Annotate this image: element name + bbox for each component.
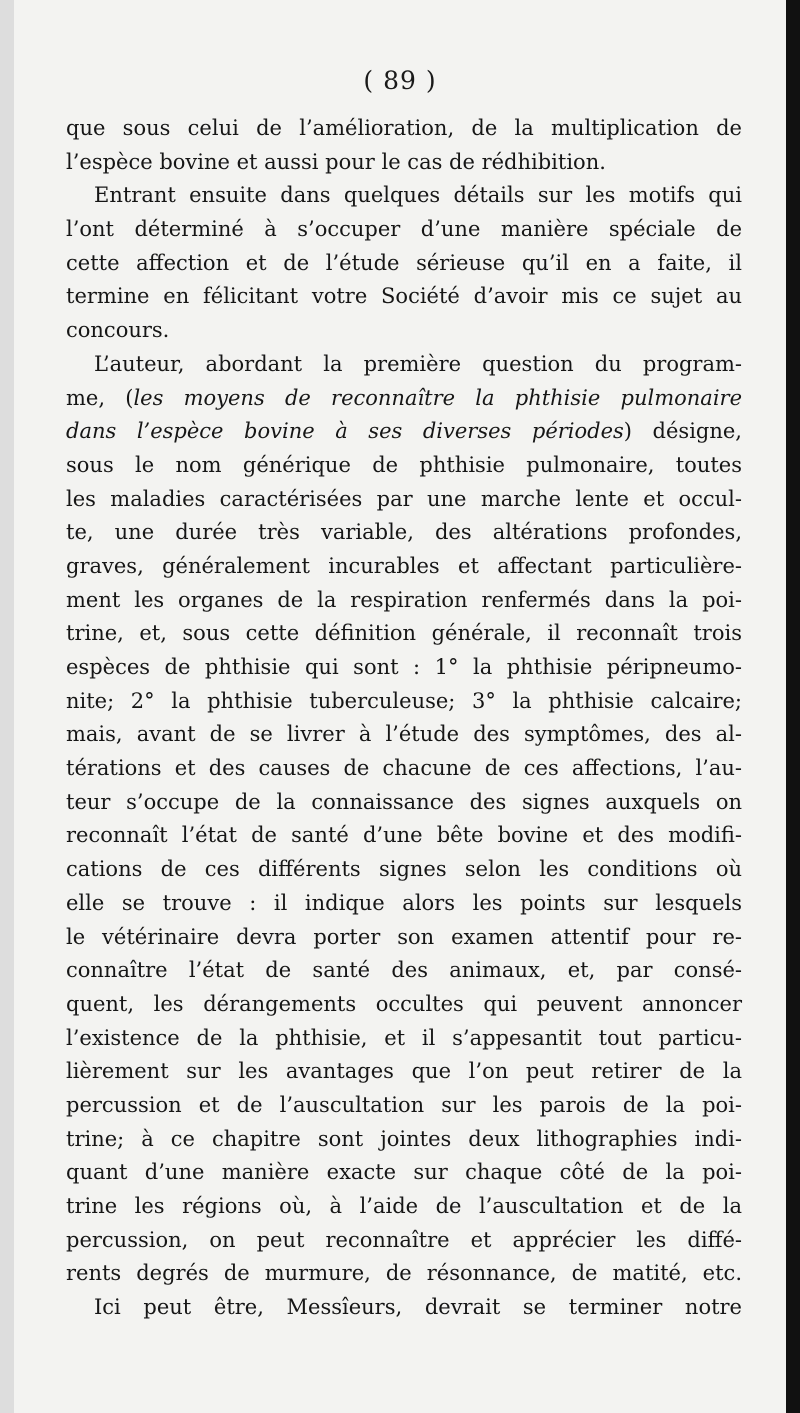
italic-question-title: les moyens de reconnaître la phthisie pulmonaire bbox=[133, 385, 743, 410]
text-line-content: que sous celui de l’amélioration, de la multiplication de bbox=[66, 116, 742, 140]
text-line bbox=[66, 1257, 742, 1291]
text-line bbox=[66, 1089, 742, 1123]
text-line-content: percussion et de l’auscultation sur les parois de la poi- bbox=[66, 1092, 742, 1117]
text-line bbox=[66, 887, 742, 921]
text-line-content: te, une durée très variable, des altérations profondes, bbox=[66, 520, 742, 545]
text-line bbox=[66, 382, 742, 416]
text-line bbox=[66, 348, 742, 382]
italic-question-title: dans l’espèce bovine à ses diverses périodes bbox=[66, 419, 624, 444]
text-line bbox=[66, 1055, 742, 1089]
text-line-content: Ici peut être, Messîeurs, devrait se terminer notre bbox=[94, 1295, 742, 1320]
text-line-content: me, ( bbox=[66, 385, 134, 410]
text-line-content: rents degrés de murmure, de résonnance, de matité, etc. bbox=[66, 1261, 742, 1286]
text-line-content: nite; 2° la phthisie tuberculeuse; 3° la phthisie calcaire; bbox=[66, 688, 742, 713]
text-line-content: cette affection et de l’étude sérieuse qu’il en a faite, il bbox=[66, 250, 742, 275]
text-line bbox=[66, 921, 742, 955]
text-line-content: concours. bbox=[66, 318, 170, 343]
text-line-content: les maladies caractérisées par une marche lente et occul- bbox=[66, 486, 742, 511]
text-line-content: l’existence de la phthisie, et il s’appesantit tout particu- bbox=[66, 1025, 742, 1050]
text-line-content: quant d’une manière exacte sur chaque côté de la poi- bbox=[66, 1160, 742, 1185]
text-line bbox=[66, 617, 742, 651]
text-line-content: termine en félicitant votre Société d’avoir mis ce sujet au bbox=[66, 284, 742, 309]
text-line bbox=[66, 584, 742, 618]
page-right-edge bbox=[786, 0, 800, 1413]
text-line-content: trine les régions où, à l’aide de l’auscultation et de la bbox=[66, 1194, 742, 1218]
text-line bbox=[66, 685, 742, 719]
text-line bbox=[66, 651, 742, 685]
text-line bbox=[66, 516, 742, 550]
text-line-content: lièrement sur les avantages que l’on peut retirer de la bbox=[66, 1059, 742, 1084]
page-number: ( 89 ) bbox=[363, 66, 437, 95]
text-line bbox=[66, 415, 742, 449]
text-line bbox=[66, 550, 742, 584]
text-line-content: espèces de phthisie qui sont : 1° la phthisie péripneumo- bbox=[66, 655, 742, 679]
body-text bbox=[66, 112, 742, 1325]
text-line-content: quent, les dérangements occultes qui peuvent annoncer bbox=[66, 991, 742, 1016]
text-line-content: percussion, on peut reconnaître et apprécier les diffé- bbox=[66, 1227, 742, 1252]
text-line bbox=[66, 483, 742, 517]
text-line bbox=[66, 1022, 742, 1056]
text-line bbox=[66, 179, 742, 213]
text-line bbox=[66, 988, 742, 1022]
text-line bbox=[66, 1224, 742, 1258]
text-line bbox=[66, 718, 742, 752]
text-line bbox=[66, 819, 742, 853]
text-line bbox=[66, 752, 742, 786]
text-line-content: connaître l’état de santé des animaux, et, par consé- bbox=[66, 958, 742, 983]
text-line-content: trine, et, sous cette définition générale, il reconnaît trois bbox=[66, 621, 742, 646]
text-line-content: L’auteur, abordant la première question du program- bbox=[94, 351, 742, 376]
text-line bbox=[66, 146, 742, 180]
text-line bbox=[66, 1291, 742, 1325]
text-line bbox=[66, 112, 742, 146]
text-line-content: sous le nom générique de phthisie pulmonaire, toutes bbox=[66, 452, 742, 477]
text-line bbox=[66, 1123, 742, 1157]
text-line-content: elle se trouve : il indique alors les points sur lesquels bbox=[66, 890, 742, 915]
book-page bbox=[14, 0, 786, 1413]
text-line-content: cations de ces différents signes selon les conditions où bbox=[66, 857, 742, 882]
text-line-content: térations et des causes de chacune de ces affections, l’au- bbox=[66, 756, 742, 781]
text-line-content: ment les organes de la respiration renfermés dans la poi- bbox=[66, 587, 742, 612]
text-line bbox=[66, 280, 742, 314]
text-line bbox=[66, 1190, 742, 1224]
text-line-continuation: ) désigne, bbox=[623, 419, 742, 444]
text-line-content: l’ont déterminé à s’occuper d’une manière spéciale de bbox=[66, 217, 742, 242]
text-line bbox=[66, 853, 742, 887]
text-line-content: graves, généralement incurables et affectant particulière- bbox=[66, 553, 742, 578]
text-line bbox=[66, 449, 742, 483]
text-line-content: mais, avant de se livrer à l’étude des symptômes, des al- bbox=[66, 722, 742, 747]
text-line-content: l’espèce bovine et aussi pour le cas de rédhibition. bbox=[66, 149, 606, 174]
text-line-content: le vétérinaire devra porter son examen attentif pour re- bbox=[66, 924, 742, 949]
text-line bbox=[66, 314, 742, 348]
text-line bbox=[66, 213, 742, 247]
page-left-margin bbox=[0, 0, 14, 1413]
text-line-content: reconnaît l’état de santé d’une bête bovine et des modifi- bbox=[66, 823, 742, 848]
text-line-content: Entrant ensuite dans quelques détails sur les motifs qui bbox=[94, 183, 742, 208]
text-line-content: trine; à ce chapitre sont jointes deux lithographies indi- bbox=[66, 1126, 742, 1151]
text-line bbox=[66, 247, 742, 281]
text-line bbox=[66, 954, 742, 988]
text-line bbox=[66, 1156, 742, 1190]
text-line-content: teur s’occupe de la connaissance des signes auxquels on bbox=[66, 789, 742, 814]
text-line bbox=[66, 786, 742, 820]
